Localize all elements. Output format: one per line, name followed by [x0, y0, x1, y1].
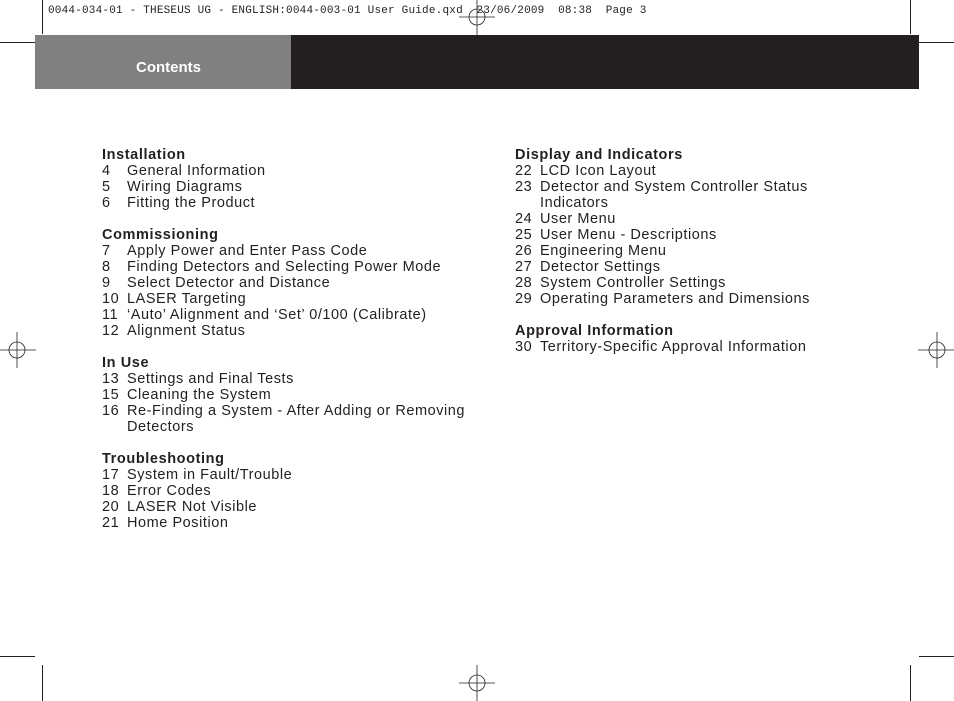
contents-entry[interactable]	[102, 291, 467, 307]
entry-title: General Information	[127, 163, 266, 179]
entry-title: LCD Icon Layout	[540, 163, 657, 179]
entry-title: LASER Not Visible	[127, 499, 257, 515]
section-heading: Display and Indicators	[515, 147, 683, 163]
crop-mark-bottom-left-horizontal	[0, 656, 35, 657]
entry-title: Fitting the Product	[127, 195, 256, 211]
entry-title: Operating Parameters and Dimensions	[540, 291, 810, 307]
entry-page-number: 29	[515, 291, 533, 307]
crop-mark-top-right-horizontal	[919, 42, 954, 43]
entry-page-number: 13	[102, 371, 120, 387]
contents-entry[interactable]	[515, 211, 830, 227]
contents-entry[interactable]	[515, 291, 830, 307]
contents-entry[interactable]	[102, 515, 467, 531]
contents-entry[interactable]	[515, 227, 830, 243]
contents-entry[interactable]	[102, 403, 467, 435]
section-heading: Troubleshooting	[102, 451, 225, 467]
entry-title: Engineering Menu	[540, 243, 667, 259]
contents-entry[interactable]	[102, 483, 467, 499]
section-heading: Commissioning	[102, 227, 219, 243]
entry-page-number: 27	[515, 259, 533, 275]
entry-title: ‘Auto’ Alignment and ‘Set’ 0/100 (Calibrate)	[127, 307, 427, 323]
entry-title: System in Fault/Trouble	[127, 467, 293, 483]
entry-title: Re-Finding a System - After Adding or Removing Detectors	[127, 403, 465, 435]
contents-entry[interactable]	[515, 179, 830, 211]
entry-title: Detector Settings	[540, 259, 661, 275]
contents-entry[interactable]	[102, 243, 467, 259]
entry-title: Select Detector and Distance	[127, 275, 331, 291]
entry-title: Cleaning the System	[127, 387, 272, 403]
entry-title: Finding Detectors and Selecting Power Mode	[127, 259, 442, 275]
printer-slug-line: 0044-034-01 - THESEUS UG - ENGLISH:0044-003-01 User Guide.qxd 23/06/2009 08:38 Page 3	[48, 5, 647, 17]
entry-title: User Menu - Descriptions	[540, 227, 717, 243]
entry-page-number: 21	[102, 515, 120, 531]
registration-mark-left	[0, 332, 36, 368]
header-tab	[35, 35, 291, 89]
entry-page-number: 23	[515, 179, 533, 195]
contents-entry[interactable]	[102, 275, 467, 291]
entry-page-number: 8	[102, 259, 111, 275]
contents-entry[interactable]	[515, 243, 830, 259]
entry-page-number: 10	[102, 291, 120, 307]
entry-page-number: 15	[102, 387, 120, 403]
crop-mark-top-left-horizontal	[0, 42, 35, 43]
contents-entry[interactable]	[102, 307, 467, 323]
contents-entry[interactable]	[102, 195, 467, 211]
entry-title: System Controller Settings	[540, 275, 726, 291]
contents-column-right	[515, 147, 830, 371]
contents-entry[interactable]	[515, 163, 830, 179]
entry-page-number: 17	[102, 467, 120, 483]
entry-page-number: 24	[515, 211, 533, 227]
crop-mark-top-right-vertical	[910, 0, 911, 34]
entry-page-number: 26	[515, 243, 533, 259]
contents-section-commissioning	[102, 227, 467, 339]
entry-page-number: 4	[102, 163, 111, 179]
entry-page-number: 12	[102, 323, 120, 339]
entry-page-number: 11	[102, 307, 119, 323]
registration-mark-bottom	[459, 665, 495, 701]
contents-entry[interactable]	[102, 499, 467, 515]
section-heading: Installation	[102, 147, 186, 163]
entry-title: Territory-Specific Approval Information	[540, 339, 807, 355]
contents-entry[interactable]	[102, 387, 467, 403]
contents-entry[interactable]	[102, 163, 467, 179]
contents-entry[interactable]	[515, 259, 830, 275]
contents-section-installation	[102, 147, 467, 211]
entry-page-number: 18	[102, 483, 120, 499]
registration-mark-right	[918, 332, 954, 368]
contents-entry[interactable]	[102, 467, 467, 483]
entry-title: Apply Power and Enter Pass Code	[127, 243, 368, 259]
entry-page-number: 5	[102, 179, 111, 195]
entry-page-number: 9	[102, 275, 111, 291]
section-heading: In Use	[102, 355, 150, 371]
contents-entry[interactable]	[102, 371, 467, 387]
entry-page-number: 6	[102, 195, 111, 211]
entry-title: Detector and System Controller Status Indicators	[540, 179, 808, 211]
contents-section-in-use	[102, 355, 467, 435]
header-bar	[35, 35, 919, 89]
contents-section-troubleshooting	[102, 451, 467, 531]
entry-page-number: 22	[515, 163, 533, 179]
section-heading: Approval Information	[515, 323, 674, 339]
contents-entry[interactable]	[102, 259, 467, 275]
entry-page-number: 25	[515, 227, 533, 243]
crop-mark-bottom-left-vertical	[42, 665, 43, 701]
registration-mark-top	[459, 0, 495, 36]
contents-column-left	[102, 147, 467, 547]
entry-title: Settings and Final Tests	[127, 371, 294, 387]
entry-page-number: 30	[515, 339, 533, 355]
contents-entry[interactable]	[515, 275, 830, 291]
entry-page-number: 16	[102, 403, 120, 419]
contents-entry[interactable]	[102, 179, 467, 195]
entry-title: LASER Targeting	[127, 291, 247, 307]
entry-title: Alignment Status	[127, 323, 246, 339]
crop-mark-bottom-right-horizontal	[919, 656, 954, 657]
entry-page-number: 20	[102, 499, 120, 515]
crop-mark-bottom-right-vertical	[910, 665, 911, 701]
contents-section-display-and-indicators	[515, 147, 830, 307]
entry-page-number: 7	[102, 243, 111, 259]
entry-title: Home Position	[127, 515, 229, 531]
page-title: Contents	[136, 59, 201, 76]
contents-entry[interactable]	[102, 323, 467, 339]
contents-entry[interactable]	[515, 339, 830, 355]
entry-title: User Menu	[540, 211, 616, 227]
entry-page-number: 28	[515, 275, 533, 291]
contents-section-approval-information	[515, 323, 830, 355]
crop-mark-top-left-vertical	[42, 0, 43, 34]
entry-title: Wiring Diagrams	[127, 179, 243, 195]
entry-title: Error Codes	[127, 483, 212, 499]
